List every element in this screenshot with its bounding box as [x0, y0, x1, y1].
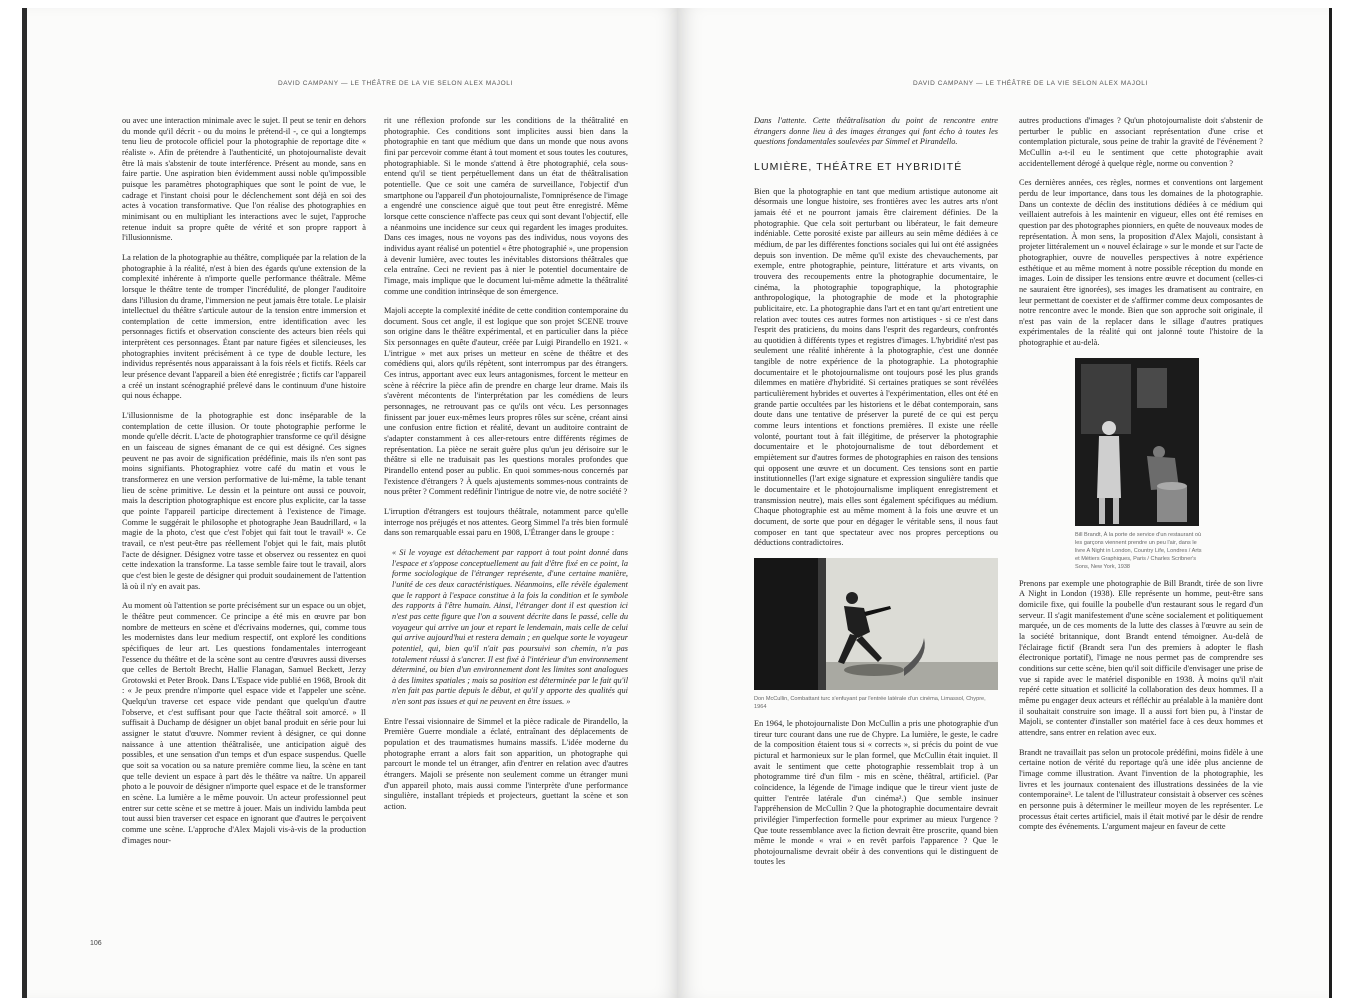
right-column-1: [754, 116, 998, 936]
paragraph: Dans l'attente. Cette théâtralisation du point de rencontre entre étrangers donne lieu à des images étranges qui font écho à toutes les questions fondamentales soulevées par Simmel et Pirandello.: [754, 116, 998, 147]
right-page: [677, 8, 1332, 998]
paragraph: Entre l'essai visionnaire de Simmel et la pièce radicale de Pirandello, la Première Guerre mondiale a éclaté, entraînant des déplacements de population et des traumatismes humains massifs. L'idée moderne du photographe errant a alors fait son apparition, un photographe qui parcourt le monde tel un étranger, afin d'entrer en relation avec d'autres étrangers. Majoli se présente non seulement comme un étranger muni d'un appareil photo, mais aussi comme l'interprète d'une performance singulière, installant trépieds et projecteurs, guettant la scène et son action.: [384, 716, 628, 812]
paragraph: La relation de la photographie au théâtre, compliquée par la relation de la photographie à la réalité, n'est à bien des égards qu'une extension de la complexité inhérente à n'importe quelle performance théâtrale. Même lorsque le théâtre tente de tromper l'incrédulité, de plonger l'auditoire dans l'illusion du drame, l'immersion ne peut jamais être totale. Le plaisir intellectuel du théâtre s'articule autour de la tension entre immersion et contemplation de cette immersion, entre identification avec les personnages fictifs et observation consciente des acteurs bien réels qui interprètent ces personnages. Étant par nature figées et silencieuses, les photographies invitent précisément à ce type de double lecture, les individus représentés nous apparaissant à la fois réels et fictifs. Réels car leur présence devant l'appareil a bien été enregistrée ; fictifs car l'appareil a créé un instant scénographié prélevé dans le continuum d'une histoire qui nous échappe.: [122, 252, 366, 401]
brandt-caption: Bill Brandt, À la porte de service d'un restaurant où les garçons viennent prendre un peu l'air, dans le livre A Night in London, Country Life, Londres / Arts et Métiers Graphiques, Paris / Charles Scribner's Sons, New York, 1938: [1075, 531, 1202, 570]
paragraph: Majoli accepte la complexité inédite de cette condition contemporaine du document. Sous cet angle, il est logique que son projet SCENE trouve son origine dans le théâtre expérimental, et en particulier dans la pièce Six personnages en quête d'auteur, créée par Luigi Pirandello en 1921. « L'intrigue » met aux prises un metteur en scène de théâtre et des comédiens qui, alors qu'ils répètent, sont interrompus par des étrangers. Ces intrus, apportant avec eux leurs antagonismes, forcent le metteur en scène à réécrire la pièce afin de prendre en charge leur drame. Mais ils s'avèrent mécontents de l'interprétation par les comédiens de leurs personnages, ne retrouvant pas ce qu'ils ont vécu. Les personnages finissent par jouer eux-mêmes leurs propres rôles sur scène, créant ainsi une confusion entre fiction et réalité, devant un auditoire contraint de s'adapter constamment à ces aller-retours entre différents régimes de représentation. La pièce ne serait guère plus qu'un jeu dérisoire sur le théâtre si elle ne traduisait pas les questions morales profondes que Pirandello entend poser au public. En quoi sommes-nous concernés par l'existence d'étrangers ? À quels ajustements sommes-nous contraints de nous prêter ? Comment redéfinir l'intrigue de notre vie, de notre société ?: [384, 306, 628, 497]
block-quote: « Si le voyage est détachement par rapport à tout point donné dans l'espace et s'oppose conceptuellement au fait d'être fixé en ce point, la forme sociologique de l'étranger représente, d'une certaine manière, l'unité de ces deux caractéristiques. Néanmoins, elle révèle également que le rapport à l'espace constitue à la fois la condition et le symbole des rapports à l'être humain. Ainsi, l'étranger dont il est question ici n'est pas cette figure que l'on a souvent décrite dans le passé, celle du voyageur qui arrive un jour et repart le lendemain, mais celle de celui qui arrive aujourd'hui et restera demain ; en quelque sorte le voyageur potentiel, qui, bien qu'il n'ait pas poursuivi son chemin, n'a pas totalement réussi à s'ancrer. Il est fixé à l'intérieur d'un environnement déterminé, ou bien d'un environnement dont les limites sont analogues à des limites spatiales ; mais sa position est déterminée par le fait qu'il n'en fait pas partie depuis le début, et qu'il y apporte des qualités qui n'en sont pas issues et qui ne peuvent en être issues. »: [392, 547, 628, 707]
brandt-photo-drawing: [1075, 358, 1199, 526]
mccullin-photo: [754, 558, 998, 690]
paragraph: Brandt ne travaillait pas selon un protocole prédéfini, moins fidèle à une certaine notion de vérité du reportage qu'à une idée plus ancienne de l'image comme illustration. Avant l'invention de la photographie, les livres et les journaux contenaient des illustrations dessinées de la vie contemporaine³. Le talent de l'illustrateur consistait à observer ces scènes en personne puis à déterminer le meilleur moyen de les représenter. Le processus était certes artificiel, mais il était motivé par le désir de rendre compte des événements. L'argument majeur en faveur de cette: [1019, 747, 1263, 832]
left-page: [22, 8, 682, 998]
mccullin-photo-drawing: [754, 558, 998, 690]
paragraph: Bien que la photographie en tant que medium artistique autonome ait désormais une longue histoire, ses frontières avec les autres arts n'ont jamais été et ne pourront jamais être clairement définies. De la photographie. Que cela soit perturbant ou libérateur, le fait demeure indéniable. Cette porosité existe par ailleurs au sein même dédiées à ce médium, de par les différentes fonctions sociales qui lui ont été assignées depuis son invention. De même qu'il existe des chevauchements, par exemple, entre photographie, peinture, littérature et arts vivants, on trouvera des recoupements entre la photographie documentaire, le cinéma, la photographie topographique, la photographie anthropologique, la photographie de mode et la photographie publicitaire, etc. La photographie dans l'art et en tant qu'art entretient une relation avec toutes ces autres formes non artistiques - si ce n'est dans l'esprit des praticiens, du moins dans l'esprit des regardeurs, confrontés au quotidien à différents types et registres d'images. L'hybridité n'est pas seulement une réalité inhérente à la photographie, c'est une donnée tangible de notre expérience de la photographie. La photographie documentaire et le photojournalisme ont toujours posé les plus grands dilemmes en matière d'hybridité. Si certaines pratiques se sont révélées particulièrement hybrides et ouvertes à l'expérimentation, elles ont été en grande partie occultées par les historiens et le débat contemporain, sans doute dans une tentative de préserver la pureté de ce qui est perçu comme leurs intentions et fonctions premières. Il existe une réelle volonté, pourtant tout à fait illégitime, de préserver la photographie documentaire et le photojournalisme de tout débordement et empiètement sur d'autres formes de photographies en raison des tensions qui opposent une œuvre et un document. Ces tensions sont en partie institutionnelles (l'art exige signature et expression singulière tandis que le documentaire et le photojournalisme impliquent enregistrement et transmission neutre), mais elles sont également spécifiques au médium. Chaque photographie est au même moment à la fois une œuvre et un document, de sorte que pour en dégager le véritable sens, il nous faut composer en tant que spectateur avec nos propres perceptions ou déductions contradictoires.: [754, 186, 998, 548]
paragraph: Au moment où l'attention se porte précisément sur un espace ou un objet, le théâtre peut commencer. Ce principe a été mis en œuvre par bon nombre de metteurs en scène et d'écrivains modernes, qui, comme tous les modernistes dans leur medium respectif, ont exploré les conditions spécifiques de leur art. Les questions fondamentales interrogeant l'essence du théâtre et de la scène sont au centre d'œuvres aussi diverses que celles de Bertolt Brecht, Hallie Flanagan, Samuel Beckett, Jerzy Grotowski et Peter Brook. Dans L'Espace vide publié en 1968, Brook dit : « Je peux prendre n'importe quel espace vide et l'appeler une scène. Quelqu'un traverse cet espace vide pendant que quelqu'un d'autre l'observe, et c'est suffisant pour que l'acte théâtral soit amorcé. » Il suffisait à Duchamp de désigner un objet banal produit en série pour lui assigner le statut d'œuvre. Nommer revient à désigner, ce qui donne naissance à une attention théâtralisée, une anticipation aiguë des possibles, et une sensation d'un temps et d'un espace suspendus. Quelle que soit sa vocation ou sa nature première comme lieu, la scène en tant que telle devient un espace à part dès le théâtre va naître. Un appareil photo a le pouvoir de désigner n'importe quel espace et de le transformer en scène. La lumière a le même pouvoir. Un acteur professionnel peut entrer sur cette scène et se mettre à jouer. Mais un individu lambda peut tout aussi bien traverser cet espace en ignorant que d'autres le perçoivent comme une scène. L'approche d'Alex Majoli vis-à-vis de la production d'images nour-: [122, 601, 366, 845]
paragraph: rit une réflexion profonde sur les conditions de la théâtralité en photographie. Ces conditions sont implicites aussi bien dans la photographie en tant que médium que dans un monde que nous avons fini par percevoir comme étant à tout moment et sous toutes les coutures, photographiable. Si le monde s'attend à être photographié, cela sous-entend qu'il se tient perpétuellement dans un état de théâtralisation potentielle. Que ce soit une caméra de surveillance, l'objectif d'un smartphone ou l'appareil d'un photojournaliste, l'omniprésence de l'image a engendré une conscience aiguë que tout peut être enregistré. Même lorsque cette conscience n'affecte pas ceux qui sont devant l'objectif, elle a néanmoins une incidence sur ceux qui regardent les images produites. Dans ces images, nous ne voyons pas des individus, nous voyons des individus ayant réalisé un potentiel « être photographié », une propension à devenir lumière, avec toutes les inévitables distorsions théâtrales que cela entraîne. Ceci ne revient pas à nier le potentiel documentaire de l'image, mais implique que le document lui-même admette la théâtralité comme une condition intrinsèque de son émergence.: [384, 116, 628, 296]
brandt-figure: [1075, 358, 1203, 571]
left-column-1: [122, 116, 366, 924]
paragraph: L'irruption d'étrangers est toujours théâtrale, notamment parce qu'elle interroge nos préjugés et nos attentes. Georg Simmel l'a très bien formulé dans son remarquable essai paru en 1908, L'Étranger dans le groupe :: [384, 506, 628, 538]
paragraph: ou avec une interaction minimale avec le sujet. Il peut se tenir en dehors du monde qu'il décrit - ou du moins le prétend-il -, ce qui a longtemps tenu lieu de protocole officiel pour la photographie de reportage dite « réaliste ». Afin de prétendre à l'authenticité, un photojournaliste devait être là mais s'abstenir de toute interférence. Présent au monde, sans en faire partie. Une aspiration bien évidemment aussi noble qu'impossible puisque les paramètres photographiques que sont le point de vue, le cadrage et l'instant choisi pour le déclenchement sont déjà en soi des actes à vocation transformative. Que l'on réalise des photographies en minimisant ou en multipliant les interactions avec le sujet, l'approche retenue induit sa propre quête de vérité et son propre rapport à l'illusionnisme.: [122, 116, 366, 243]
mccullin-caption: Don McCullin, Combattant turc s'enfuyant par l'entrée latérale d'un cinéma, Limassol, Chypre, 1964: [754, 695, 986, 710]
paragraph: Ces dernières années, ces règles, normes et conventions ont largement perdu de leur importance, dans tous les domaines de la photographie. Dans un contexte de déclin des institutions dédiées à ce médium qui veillaient autrefois à les maintenir en vigueur, elles ont été remises en question par des photographes pionniers, en quête de nouveaux modes de représentation. À mon sens, la proposition d'Alex Majoli, consistant à projeter littéralement un « nouvel éclairage » sur le monde et sur l'acte de photographier, ouvre de nouvelles perspectives à notre expérience esthétique et au même moment à notre possible réception du monde en images. Loin de dissiper les tensions entre œuvre et document (celles-ci ne sauraient être ignorées), ses images les dramatisent au contraire, en leur permettant de coexister et de s'affirmer comme deux composantes de notre rencontre avec le monde. Bien que son approche soit originale, il n'est pas vain de la replacer dans le sillage d'autres pratiques expérimentales de la réalité qui ont jalonné toute l'histoire de la photographie et au-delà.: [1019, 178, 1263, 348]
left-column-2: [384, 116, 628, 924]
paragraph: autres productions d'images ? Qu'un photojournaliste doit s'abstenir de perturber le public en associant représentation d'une crise et contemplation picturale, sous peine de trahir la gravité de l'événement ? McCullin a-t-il eu le sentiment que cette photographie avait accidentellement dérogé à quelque règle, norme ou convention ?: [1019, 116, 1263, 168]
section-heading: LUMIÈRE, THÉÂTRE ET HYBRIDITÉ: [754, 160, 963, 173]
paragraph: L'illusionnisme de la photographie est donc inséparable de la contemplation de cette illusion. Or toute photographie performe le monde qu'elle décrit. L'acte de photographier transforme ce qu'il désigne en un faisceau de signes émanant de ce qui est désigné. Ces signes peuvent ne pas avoir de signification prédéfinie, mais ils n'en sont pas moins signifiants. Photographiez votre café du matin et vous le transformerez en une version performative de lui-même, la table tenant lieu de scène primitive. Le dessin et la peinture ont aussi ce pouvoir, mais la description photographique est encore plus explicite, car la tasse que pointe l'appareil participe directement à l'existence de l'image. Comme le suggérait le philosophe et photographe Jean Baudrillard, « la magie de la photo, c'est que c'est l'objet qui fait tout le travail¹ ». Ce travail, ce n'est peut-être pas réellement l'objet qui le fait, mais plutôt l'acte de désigner. Désignez votre tasse et observez ou ressentez en quoi cette indexation la transforme. La tasse semble faire tout le travail, alors que c'est bien le geste de désigner qui produit soudainement de l'attention là où il n'y en avait pas.: [122, 411, 366, 591]
running-head-right: DAVID CAMPANY — LE THÉÂTRE DE LA VIE SELON ALEX MAJOLI: [913, 80, 1148, 87]
paragraph: En 1964, le photojournaliste Don McCullin a pris une photographie d'un tireur turc courant dans une rue de Chypre. La lumière, le geste, le cadre de la composition étaient tous si « corrects », si précis du point de vue pictural et harmonieux sur le plan formel, que McCullin était inquiet. Il avait le sentiment que cette photographie ressemblait trop à un photogramme tiré d'un film - mis en scène, théâtral, artificiel. (Par coïncidence, la légende de l'image indique que le tireur vient juste de quitter l'entrée latérale d'un cinéma².) Que semble insinuer l'appréhension de McCullin ? Que la photographie documentaire devrait privilégier l'imperfection formelle pour exprimer au mieux l'urgence ? Que toute ressemblance avec la fiction devrait être proscrite, quand bien même le monde « vrai » en revêt parfois l'apparence ? Que le photojournalisme devrait obéir à des conventions qui le distinguent de toutes les: [754, 718, 998, 867]
right-column-2: [1019, 116, 1263, 936]
paragraph: Prenons par exemple une photographie de Bill Brandt, tirée de son livre A Night in London (1938). Elle représente un homme, peut-être sans domicile fixe, qui fouille la poubelle d'un restaurant sous le regard d'un serveur. Il s'agit manifestement d'une scène socialement et politiquement marquée, un de ces moments de la lutte des classes à l'œuvre au sein de la société britannique, dont Brandt entend témoigner. Au-delà de l'éclairage fictif (Brandt sera l'un des premiers à adopter le flash électronique portatif), l'image ne nous permet pas de comprendre ses conditions sur cette scène, bien qu'il soit difficile d'envisager une prise de vue si rapide avec le matériel disponible en 1938. À moins qu'il n'ait repéré cette situation et sollicité la collaboration des deux hommes. Il a même pu engager deux acteurs et réfléchir au préalable à la manière dont il souhaitait construire son image. Il a aussi fort bien pu, à l'instar de Majoli, se contenter d'installer son matériel face à ces deux hommes et attendre, sans entrer en relation avec eux.: [1019, 578, 1263, 737]
page-number: 106: [90, 940, 102, 947]
brandt-photo: [1075, 358, 1199, 526]
running-head-left: DAVID CAMPANY — LE THÉÂTRE DE LA VIE SELON ALEX MAJOLI: [278, 80, 513, 87]
mccullin-figure: [754, 558, 998, 711]
